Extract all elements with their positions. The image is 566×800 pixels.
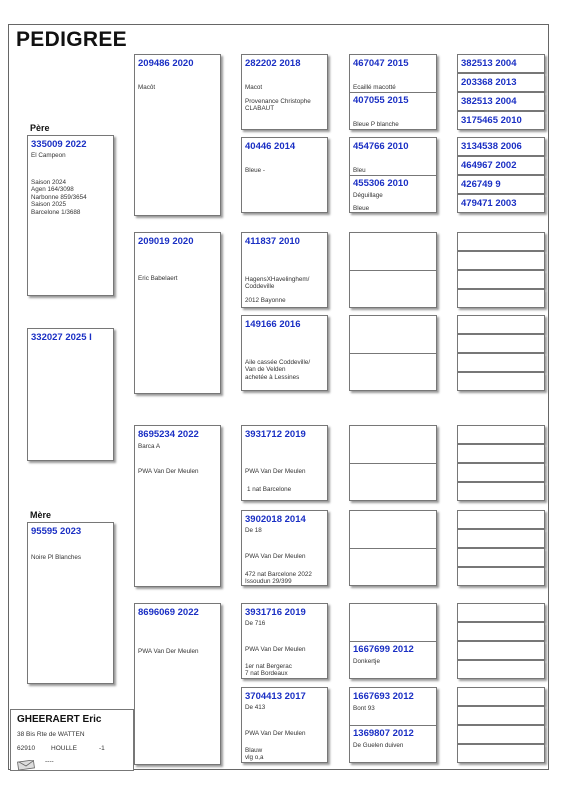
- gen3-notes: 1 nat Barcelone: [247, 486, 292, 493]
- gen5-ring: 426749 9: [461, 179, 501, 190]
- gen5-cell[interactable]: [457, 270, 545, 289]
- gen4-card[interactable]: [349, 315, 437, 391]
- dam-sibling-card[interactable]: [27, 328, 114, 461]
- gen4-card[interactable]: [349, 603, 437, 679]
- gen3-name: De 413: [245, 704, 266, 711]
- owner-name: GHEERAERT Eric: [17, 714, 102, 725]
- gen4-card[interactable]: [349, 232, 437, 308]
- gen5-cell[interactable]: [457, 725, 545, 744]
- gen3-card[interactable]: [241, 232, 328, 308]
- gen5-cell[interactable]: [457, 251, 545, 270]
- gen5-cell[interactable]: [457, 54, 545, 73]
- gen2-card[interactable]: [134, 603, 221, 765]
- gen5-cell[interactable]: [457, 334, 545, 353]
- gen2-card[interactable]: [134, 54, 221, 216]
- gen3-breeder: PWA Van Der Meulen: [245, 646, 306, 653]
- gen4-ring: 455306 2010: [353, 178, 409, 189]
- gen5-cell[interactable]: [457, 744, 545, 763]
- gen3-notes: Blauw vlg o,a: [245, 747, 264, 762]
- gen4-ring: 407055 2015: [353, 95, 409, 106]
- owner-card: [10, 709, 134, 771]
- envelope-icon: [17, 757, 35, 767]
- gen3-ring: 149166 2016: [245, 319, 301, 330]
- gen2-ring: 8695234 2022: [138, 429, 199, 440]
- gen5-cell[interactable]: [457, 315, 545, 334]
- dam-name: Noire Pl Blanches: [31, 554, 82, 561]
- gen2-ring: 8696069 2022: [138, 607, 199, 618]
- gen3-notes: Provenance Christophe CLABAUT: [245, 98, 311, 113]
- gen5-cell[interactable]: [457, 372, 545, 391]
- gen3-notes: 472 nat Barcelone 2022 Issoudun 29/399: [245, 571, 312, 586]
- gen2-ring: 209019 2020: [138, 236, 194, 247]
- gen5-cell[interactable]: [457, 353, 545, 372]
- gen3-ring: 3704413 2017: [245, 691, 306, 702]
- sire-ring: 335009 2022: [31, 139, 87, 150]
- gen4-divider: [350, 463, 436, 464]
- gen2-breeder: PWA Van Der Meulen: [138, 648, 199, 655]
- gen5-ring: 3175465 2010: [461, 115, 522, 126]
- gen3-ring: 282202 2018: [245, 58, 301, 69]
- gen3-ring: 40446 2014: [245, 141, 296, 152]
- gen4-card[interactable]: [349, 510, 437, 586]
- gen5-ring: 382513 2004: [461, 58, 517, 69]
- gen4-name: Déguillage: [353, 192, 383, 199]
- gen3-card[interactable]: [241, 137, 328, 213]
- gen3-card[interactable]: [241, 425, 328, 501]
- owner-suffix: -1: [99, 745, 105, 752]
- gen3-ring: 3931716 2019: [245, 607, 306, 618]
- gen4-ring: 1369807 2012: [353, 728, 414, 739]
- gen4-name: Bleue P blanche: [353, 121, 399, 128]
- gen5-ring: 203368 2013: [461, 77, 517, 88]
- gen3-name: De 18: [245, 527, 262, 534]
- gen5-cell[interactable]: [457, 660, 545, 679]
- gen5-cell[interactable]: [457, 641, 545, 660]
- gen2-name: Macôt: [138, 84, 156, 91]
- gen3-card[interactable]: [241, 687, 328, 763]
- gen5-cell[interactable]: [457, 510, 545, 529]
- gen5-cell[interactable]: [457, 232, 545, 251]
- gen4-ring: 1667693 2012: [353, 691, 414, 702]
- gen4-card[interactable]: [349, 425, 437, 501]
- gen2-card[interactable]: [134, 425, 221, 587]
- gen4-card[interactable]: [349, 54, 437, 130]
- gen4-divider: [350, 175, 436, 176]
- gen3-notes: 2012 Bayonne: [245, 297, 286, 304]
- gen5-ring: 464967 2002: [461, 160, 517, 171]
- gen5-ring: 382513 2004: [461, 96, 517, 107]
- gen5-cell[interactable]: [457, 289, 545, 308]
- gen3-notes: Aile cassée Coddeville/ Van de Velden achetée à Lessines: [245, 359, 311, 381]
- gen2-breeder: PWA Van Der Meulen: [138, 468, 199, 475]
- gen5-cell[interactable]: [457, 175, 545, 194]
- gen4-ring: 467047 2015: [353, 58, 409, 69]
- gen5-cell[interactable]: [457, 73, 545, 92]
- gen4-divider: [350, 92, 436, 93]
- gen5-cell[interactable]: [457, 156, 545, 175]
- gen3-notes: 1er nat Bergerac 7 nat Bordeaux: [245, 663, 292, 678]
- gen3-name: Macot: [245, 84, 263, 91]
- gen4-divider: [350, 353, 436, 354]
- sire-card[interactable]: [27, 135, 114, 296]
- gen5-cell[interactable]: [457, 529, 545, 548]
- owner-city: HOULLE: [51, 745, 78, 752]
- gen3-breeder: PWA Van Der Meulen: [245, 553, 306, 560]
- gen5-cell[interactable]: [457, 482, 545, 501]
- gen5-cell[interactable]: [457, 111, 545, 130]
- gen4-ring: 454766 2010: [353, 141, 409, 152]
- gen4-name: Bleu: [353, 167, 366, 174]
- dam-label: Mère: [30, 510, 52, 520]
- gen5-cell[interactable]: [457, 548, 545, 567]
- gen2-card[interactable]: [134, 232, 221, 394]
- dam-sibling-ring: 332027 2025 I: [31, 332, 92, 343]
- gen5-cell[interactable]: [457, 463, 545, 482]
- gen4-ring: 1667699 2012: [353, 644, 414, 655]
- gen4-divider: [350, 725, 436, 726]
- gen3-name: Bleue -: [245, 167, 265, 174]
- sire-name: El Campeon: [31, 152, 66, 159]
- gen3-card[interactable]: [241, 603, 328, 679]
- gen5-cell[interactable]: [457, 137, 545, 156]
- owner-street: 38 Bis Rte de WATTEN: [17, 731, 85, 738]
- gen4-divider: [350, 270, 436, 271]
- gen5-cell[interactable]: [457, 194, 545, 213]
- gen5-cell[interactable]: [457, 92, 545, 111]
- gen4-name: Bont 93: [353, 705, 375, 712]
- gen4-card[interactable]: [349, 687, 437, 763]
- sire-label: Père: [30, 123, 50, 133]
- gen4-divider: [350, 641, 436, 642]
- gen4-card[interactable]: [349, 137, 437, 213]
- gen2-ring: 209486 2020: [138, 58, 194, 69]
- gen3-breeder: PWA Van Der Meulen: [245, 468, 306, 475]
- dam-ring: 95595 2023: [31, 526, 82, 537]
- gen3-breeder: PWA Van Der Meulen: [245, 730, 306, 737]
- gen5-cell[interactable]: [457, 687, 545, 706]
- dam-card[interactable]: [27, 522, 114, 684]
- gen3-card[interactable]: [241, 510, 328, 586]
- gen3-card[interactable]: [241, 54, 328, 130]
- gen3-ring: 3931712 2019: [245, 429, 306, 440]
- gen4-name: Donkertje: [353, 658, 380, 665]
- gen4-divider: [350, 548, 436, 549]
- gen5-cell[interactable]: [457, 706, 545, 725]
- gen3-name: De 716: [245, 620, 266, 627]
- gen5-cell[interactable]: [457, 603, 545, 622]
- sire-notes: Saison 2024 Agen 164/3098 Narbonne 859/3654 Saison 2025 Barcelone 1/3688: [31, 179, 87, 216]
- gen3-ring: 3902018 2014: [245, 514, 306, 525]
- gen5-ring: 3134538 2006: [461, 141, 522, 152]
- gen2-name: Eric Babelaert: [138, 275, 178, 282]
- gen5-cell[interactable]: [457, 567, 545, 586]
- gen3-name: HagensXHavelinghem/ Coddeville: [245, 276, 310, 291]
- page-title: PEDIGREE: [16, 28, 127, 51]
- gen3-card[interactable]: [241, 315, 328, 391]
- gen3-ring: 411837 2010: [245, 236, 300, 247]
- gen5-ring: 479471 2003: [461, 198, 517, 209]
- owner-phone: ----: [45, 758, 54, 765]
- gen4-notes: Bleue: [353, 205, 370, 212]
- owner-postcode: 62910: [17, 745, 36, 752]
- gen2-name: Barca A: [138, 443, 161, 450]
- gen5-cell[interactable]: [457, 622, 545, 641]
- gen5-cell[interactable]: [457, 425, 545, 444]
- gen4-name: Ecaillé macotté: [353, 84, 396, 91]
- gen5-cell[interactable]: [457, 444, 545, 463]
- gen4-name: De Guelen duiven: [353, 742, 404, 749]
